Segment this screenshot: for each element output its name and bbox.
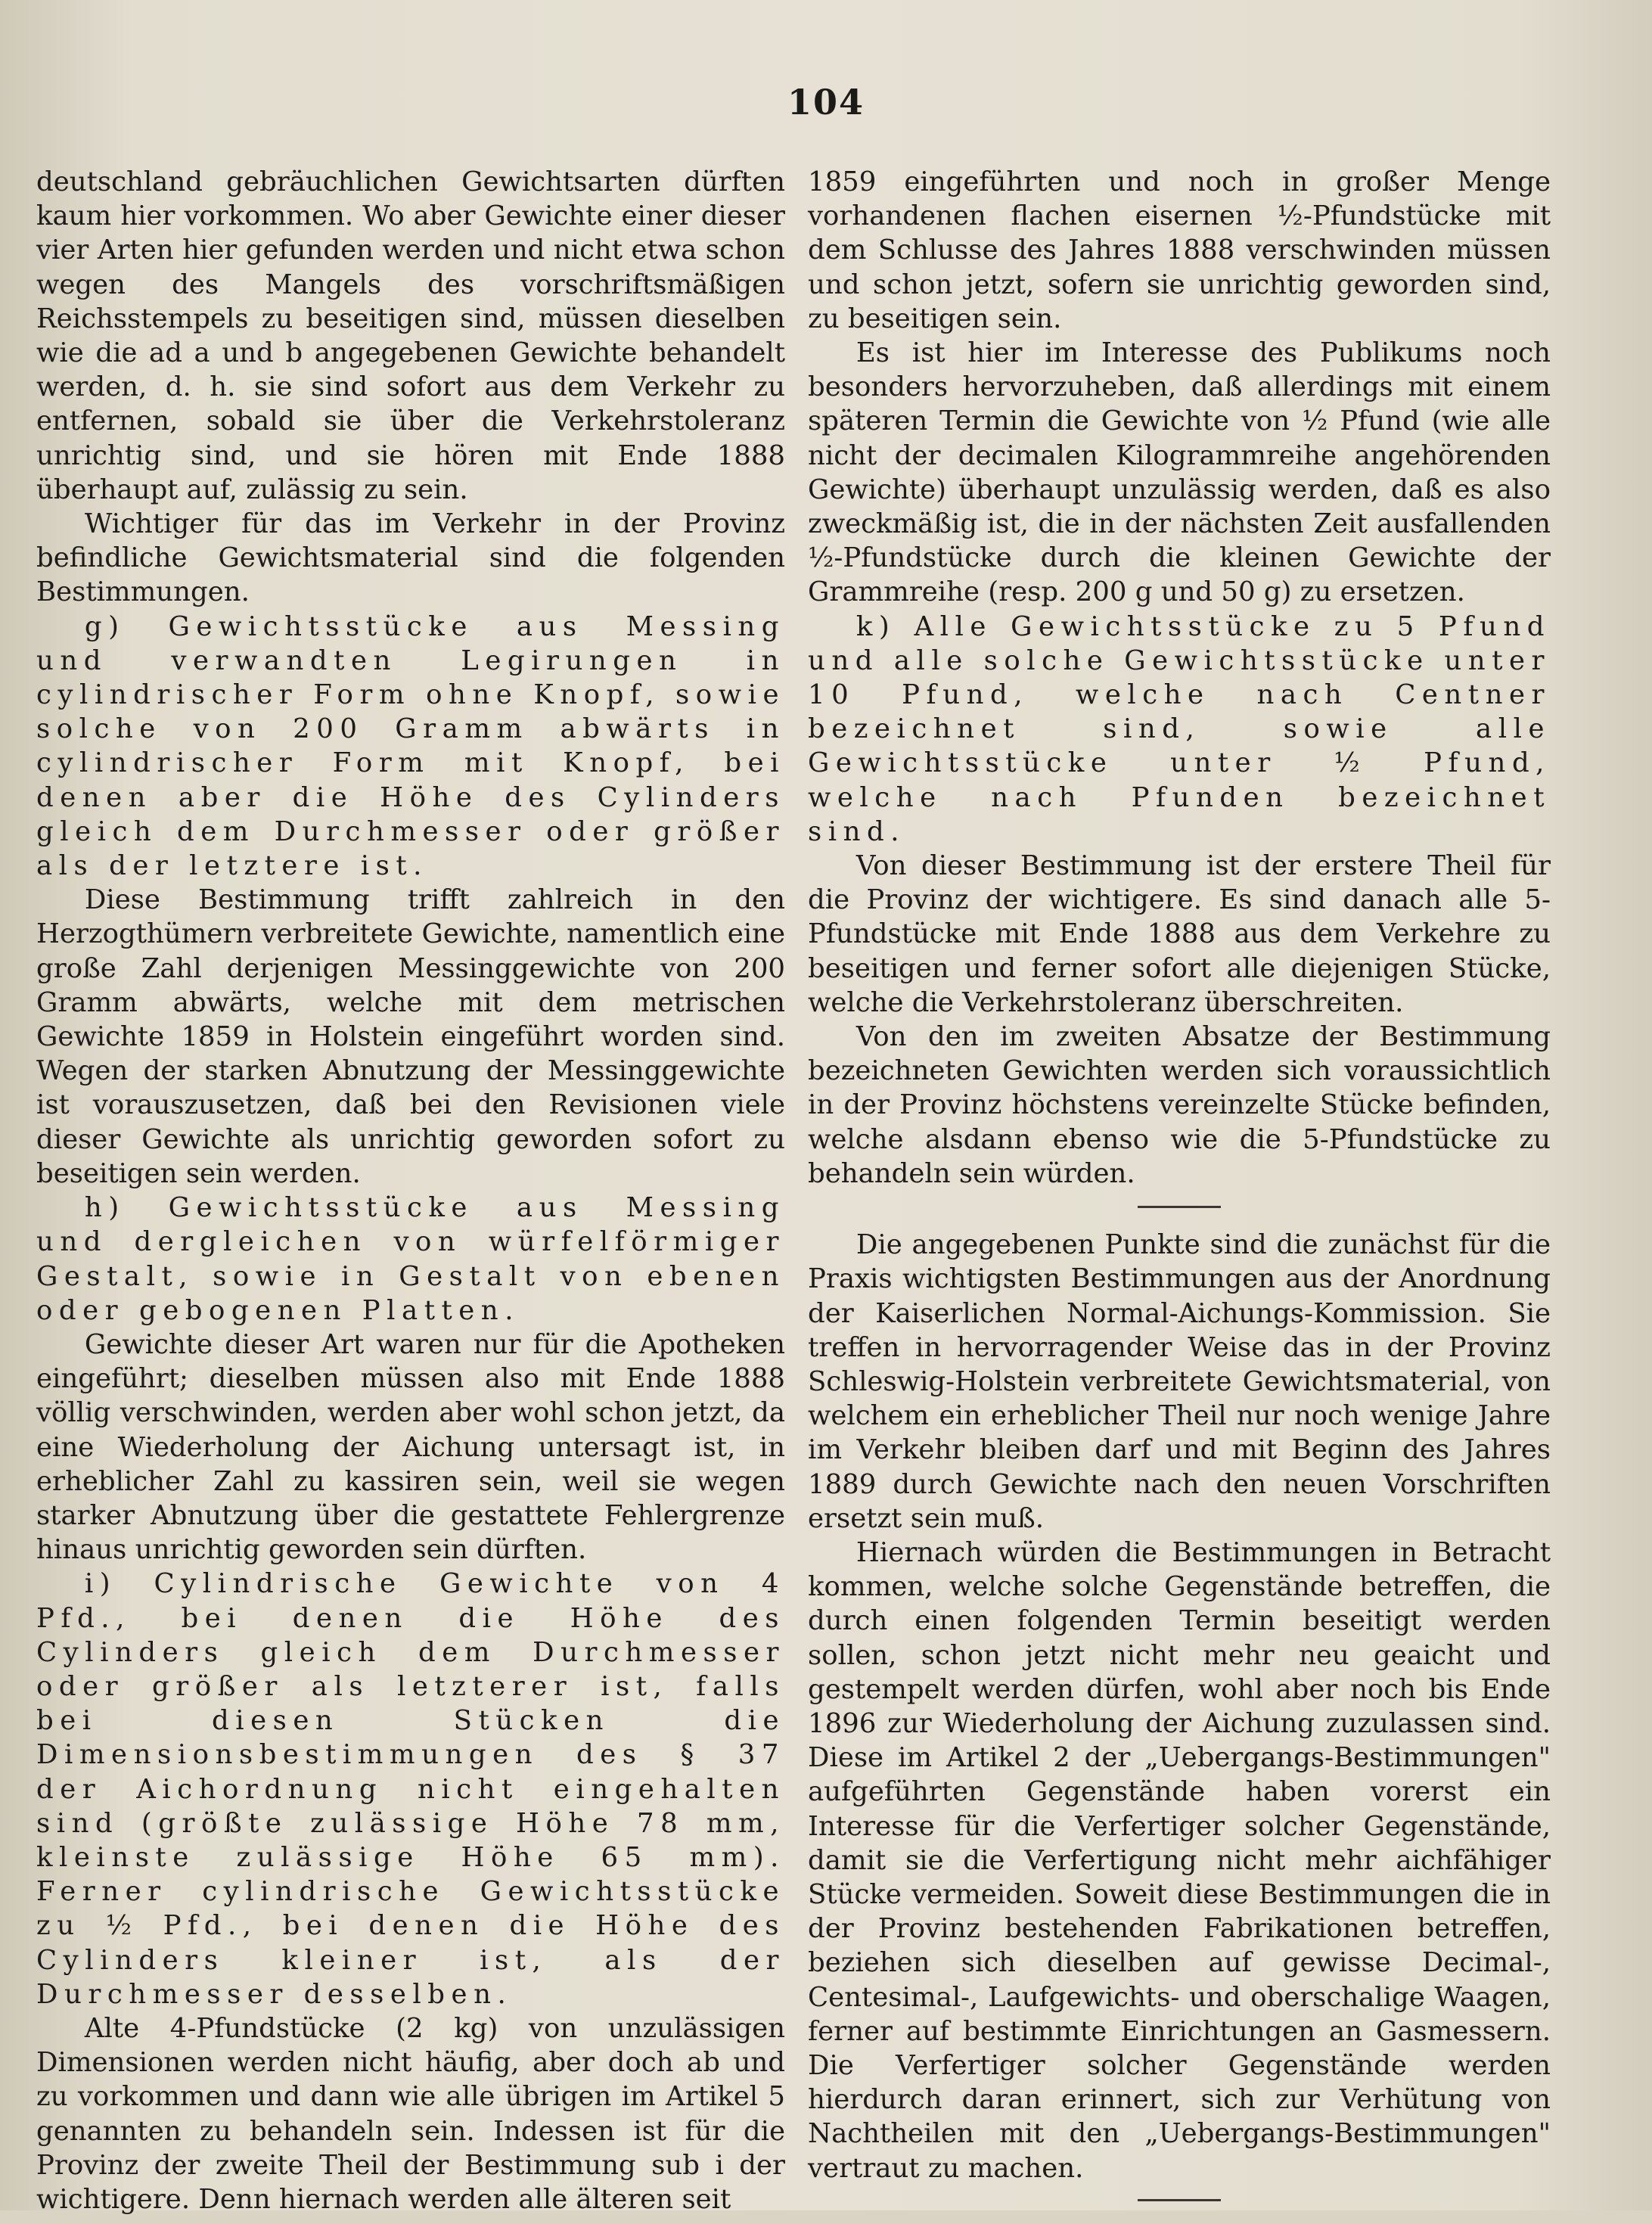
page-number: 104 <box>787 82 865 123</box>
paragraph: Hiernach würden die Bestimmungen in Betracht kommen, welche solche Gegenstände betreffen, die durch einen folgenden Termin beseitigt werden sollen, schon jetzt nicht mehr neu geaicht und gestempelt werden dürfen, wohl aber noch bis Ende 1896 zur Wiederholung der Aichung zuzulassen sind. Diese im Artikel 2 der „Uebergangs-Bestimmungen" aufgeführten Gegenstände haben vorerst ein Interesse für die Verfertiger solcher Gegenstände, damit sie die Verfertigung nicht mehr aichfähiger Stücke vermeiden. Soweit diese Bestimmungen die in der Provinz bestehenden Fabrikationen betreffen, beziehen sich dieselben auf gewisse Decimal-, Centesimal-, Laufgewichts- und oberschalige Waagen, ferner auf bestimmte Einrichtungen an Gasmessern. Die Verfertiger solcher Gegenstände werden hierdurch daran erinnert, sich zur Verhütung von Nachtheilen mit den „Uebergangs-Bestimmungen" vertraut zu machen. <box>808 1536 1551 2184</box>
paragraph-spaced-heading: i) Cylindrische Gewichte von 4 Pfd., bei denen die Höhe des Cylinders gleich dem Durchmesser oder größer als letzterer ist, falls bei diesen Stücken die Dimensionsbestimmungen des § 37 der Aichordnung nicht eingehalten sind (größte zulässige Höhe 78 mm, kleinste zulässige Höhe 65 mm). Ferner cylindrische Gewichtsstücke zu ½ Pfd., bei denen die Höhe des Cylinders kleiner ist, als der Durchmesser desselben. <box>36 1568 785 2010</box>
paragraph-spaced-heading: g) Gewichtsstücke aus Messing und verwandten Legirungen in cylindrischer Form ohne Knopf, sowie solche von 200 Gramm abwärts in cylindrischer Form mit Knopf, bei denen aber die Höhe des Cylinders gleich dem Durchmesser oder größer als der letztere ist. <box>36 610 785 882</box>
end-divider <box>1138 2199 1221 2201</box>
paragraph: Die angegebenen Punkte sind die zunächst für die Praxis wichtigsten Bestimmungen aus der Anordnung der Kaiserlichen Normal-Aichungs-Kommission. Sie treffen in hervorragender Weise das in der Provinz Schleswig-Holstein verbreitete Gewichtsmaterial, von welchem ein erheblicher Theil nur noch wenige Jahre im Verkehr bleiben darf und mit Beginn des Jahres 1889 durch Gewichte nach den neuen Vorschriften ersetzt sein muß. <box>808 1229 1551 1534</box>
section-divider <box>1138 1206 1221 1208</box>
left-column <box>36 165 785 2216</box>
paragraph: Wichtiger für das im Verkehr in der Provinz befindliche Gewichtsmaterial sind die folgenden Bestimmungen. <box>36 508 785 608</box>
paragraph: 1859 eingeführten und noch in großer Menge vorhandenen flachen eisernen ½-Pfundstücke mit dem Schlusse des Jahres 1888 verschwinden müssen und schon jetzt, sofern sie unrichtig geworden sind, zu beseitigen sein. <box>808 166 1551 334</box>
paragraph: Diese Bestimmung trifft zahlreich in den Herzogthümern verbreitete Gewichte, namentlich eine große Zahl derjenigen Messinggewichte von 200 Gramm abwärts, welche mit dem metrischen Gewichte 1859 in Holstein eingeführt worden sind. Wegen der starken Abnutzung der Messinggewichte ist vorauszusetzen, daß bei den Revisionen viele dieser Gewichte als unrichtig geworden sofort zu beseitigen sein werden. <box>36 884 785 1189</box>
paragraph: Es ist hier im Interesse des Publikums noch besonders hervorzuheben, daß allerdings mit einem späteren Termin die Gewichte von ½ Pfund (wie alle nicht der decimalen Kilogrammreihe angehörenden Gewichte) überhaupt unzulässig werden, daß es also zweckmäßig ist, die in der nächsten Zeit ausfallenden ½-Pfundstücke durch die kleinen Gewichte der Grammreihe (resp. 200 g und 50 g) zu ersetzen. <box>808 337 1551 608</box>
paragraph: Gewichte dieser Art waren nur für die Apotheken eingeführt; dieselben müssen also mit Ende 1888 völlig verschwinden, werden aber wohl schon jetzt, da eine Wiederholung der Aichung untersagt ist, in erheblicher Zahl zu kassiren sein, weil sie wegen starker Abnutzung über die gestattete Fehlergrenze hinaus unrichtig geworden sein dürften. <box>36 1328 785 1566</box>
paragraph-spaced-heading: k) Alle Gewichtsstücke zu 5 Pfund und alle solche Gewichtsstücke unter 10 Pfund, welche nach Centner bezeichnet sind, sowie alle Gewichtsstücke unter ½ Pfund, welche nach Pfunden bezeichnet sind. <box>808 610 1551 847</box>
paragraph: Von dieser Bestimmung ist der erstere Theil für die Provinz der wichtigere. Es sind danach alle 5-Pfundstücke mit Ende 1888 aus dem Verkehre zu beseitigen und ferner sofort alle diejenigen Stücke, welche die Verkehrstoleranz überschreiten. <box>808 850 1551 1018</box>
right-column <box>808 165 1551 2224</box>
paragraph: Alte 4-Pfundstücke (2 kg) von unzulässigen Dimensionen werden nicht häufig, aber doch ab und zu vorkommen und dann wie alle übrigen im Artikel 5 genannten zu behandeln sein. Indessen ist für die Provinz der zweite Theil der Bestimmung sub i der wichtigere. Denn hiernach werden alle älteren seit <box>36 2012 785 2215</box>
paragraph: Von den im zweiten Absatze der Bestimmung bezeichneten Gewichten werden sich voraussichtlich in der Provinz höchstens vereinzelte Stücke befinden, welche alsdann ebenso wie die 5-Pfundstücke zu behandeln sein würden. <box>808 1021 1551 1189</box>
paragraph-spaced-heading: h) Gewichtsstücke aus Messing und dergleichen von würfelförmiger Gestalt, sowie in Gestalt von ebenen oder gebogenen Platten. <box>36 1192 785 1326</box>
paragraph: deutschland gebräuchlichen Gewichtsarten dürften kaum hier vorkommen. Wo aber Gewichte einer dieser vier Arten hier gefunden werden und nicht etwa schon wegen des Mangels des vorschriftsmäßigen Reichsstempels zu beseitigen sind, müssen dieselben wie die ad a und b angegebenen Gewichte behandelt werden, d. h. sie sind sofort aus dem Verkehr zu entfernen, sobald sie über die Verkehrstoleranz unrichtig sind, und sie hören mit Ende 1888 überhaupt auf, zulässig zu sein. <box>36 166 785 505</box>
